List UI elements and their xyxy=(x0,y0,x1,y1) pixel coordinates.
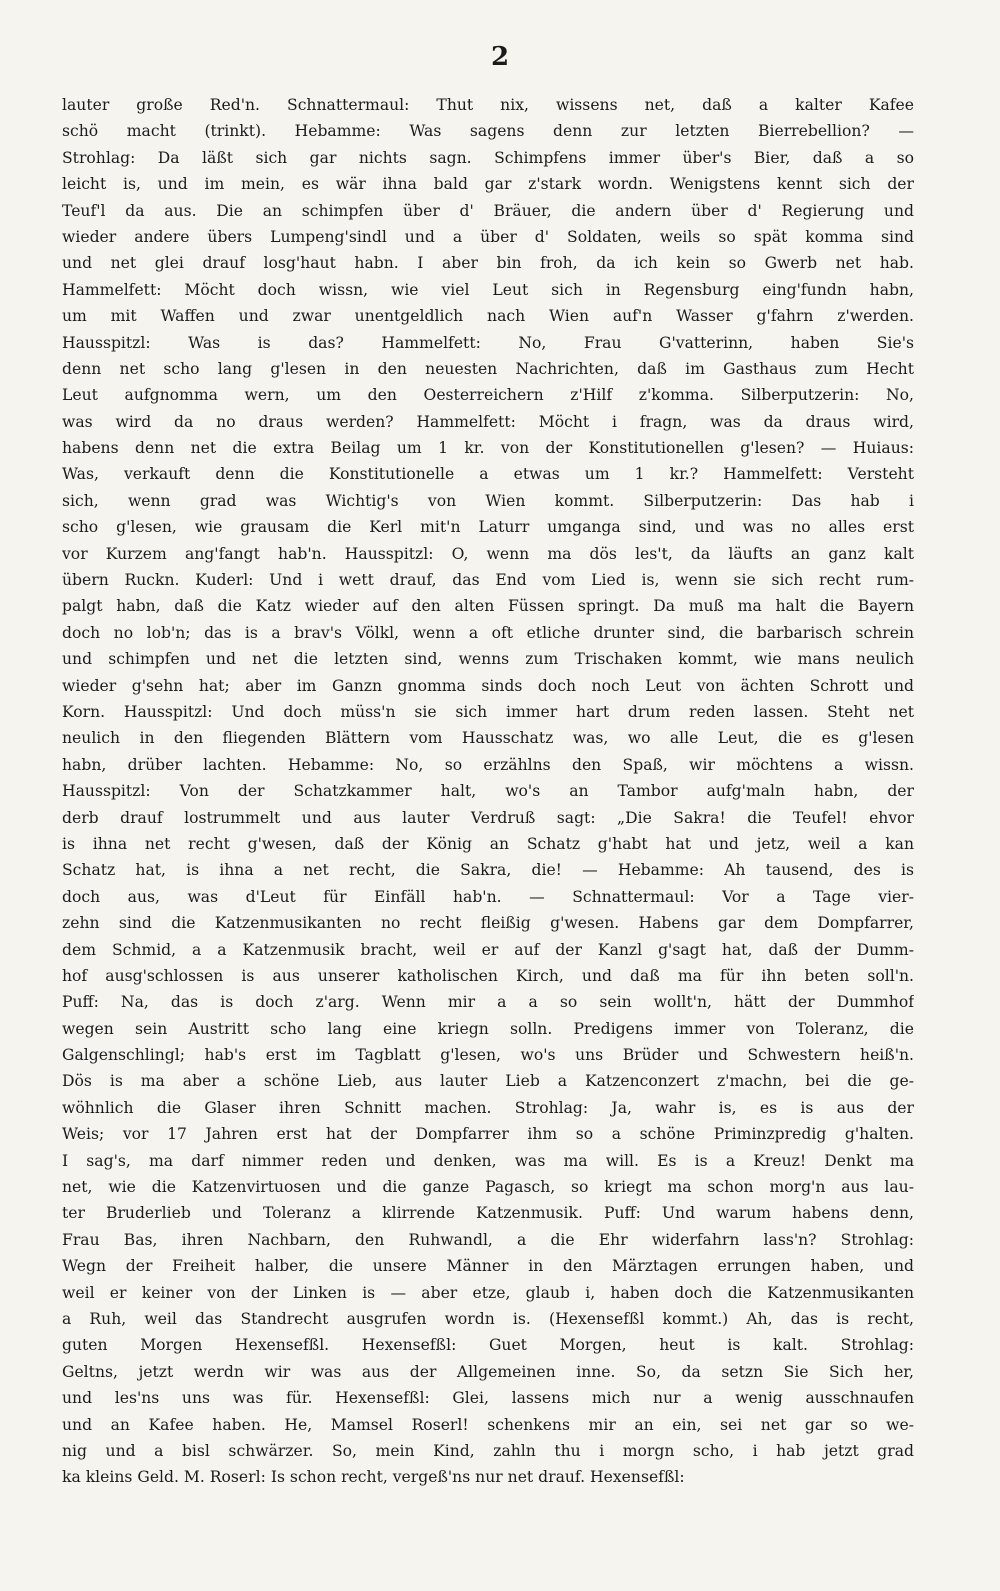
text-line: Geltns, jetzt werdn wir was aus der Allgemeinen inne. So, da setzn Sie Sich her, xyxy=(62,1362,914,1381)
text-line: wöhnlich die Glaser ihren Schnitt machen. Strohlag: Ja, wahr is, es is aus der xyxy=(62,1098,914,1117)
text-line: Wegn der Freiheit halber, die unsere Männer in den Märztagen errungen haben, und xyxy=(62,1257,914,1276)
text-line: Galgenschlingl; hab's erst im Tagblatt g'lesen, wo's uns Brüder und Schwestern heiß'n. xyxy=(62,1046,914,1065)
text-line: Schatz hat, is ihna a net recht, die Sakra, die! — Hebamme: Ah tausend, des is xyxy=(62,861,914,880)
text-line: Hammelfett: Möcht doch wissn, wie viel Leut sich in Regensburg eing'fundn habn, xyxy=(62,280,914,299)
text-line: doch no lob'n; das is a brav's Völkl, wenn a oft etliche drunter sind, die barbarisch schrein xyxy=(62,623,914,642)
text-line: denn net scho lang g'lesen in den neuesten Nachrichten, daß im Gasthaus zum Hecht xyxy=(62,359,914,378)
text-line: is ihna net recht g'wesen, daß der König an Schatz g'habt hat und jetz, weil a kan xyxy=(62,834,914,853)
text-line: a Ruh, weil das Standrecht ausgrufen wordn is. (Hexensefßl kommt.) Ah, das is recht, xyxy=(62,1309,914,1328)
text-line: doch aus, was d'Leut für Einfäll hab'n. — Schnattermaul: Vor a Tage vier- xyxy=(62,887,914,906)
text-line: scho g'lesen, wie grausam die Kerl mit'n Laturr umganga sind, und was no alles erst xyxy=(62,518,914,537)
text-line: weil er keiner von der Linken is — aber etze, glaub i, haben doch die Katzenmusikanten xyxy=(62,1283,914,1302)
page-number: 2 xyxy=(490,42,510,72)
text-line: hof ausg'schlossen is aus unserer katholischen Kirch, und daß ma für ihn beten soll'n. xyxy=(62,966,914,985)
text-line: Hausspitzl: Von der Schatzkammer halt, wo's an Tambor aufg'maln habn, der xyxy=(62,782,914,801)
text-line: vor Kurzem ang'fangt hab'n. Hausspitzl: O, wenn ma dös les't, da läufts an ganz kalt xyxy=(62,544,914,563)
text-line: Korn. Hausspitzl: Und doch müss'n sie sich immer hart drum reden lassen. Steht net xyxy=(62,702,914,721)
text-line: ka kleins Geld. M. Roserl: Is schon recht, vergeß'ns nur net drauf. Hexensefßl: xyxy=(62,1468,685,1487)
text-line: lauter große Red'n. Schnattermaul: Thut nix, wissens net, daß a kalter Kafee xyxy=(62,96,914,114)
text-line: Weis; vor 17 Jahren erst hat der Dompfarrer ihm so a schöne Priminzpredig g'halten. xyxy=(62,1125,914,1144)
text-line: Teuf'l da aus. Die an schimpfen über d' Bräuer, die andern über d' Regierung und xyxy=(62,201,914,220)
text-line: guten Morgen Hexensefßl. Hexensefßl: Guet Morgen, heut is kalt. Strohlag: xyxy=(62,1336,914,1355)
text-line: schö macht (trinkt). Hebamme: Was sagens denn zur letzten Bierrebellion? — xyxy=(62,122,914,141)
text-line: nig und a bisl schwärzer. So, mein Kind, zahln thu i morgn scho, i hab jetzt grad xyxy=(62,1441,914,1460)
text-line: wegen sein Austritt scho lang eine kriegn solln. Predigens immer von Toleranz, die xyxy=(62,1019,914,1038)
text-line: Strohlag: Da läßt sich gar nichts sagn. Schimpfens immer über's Bier, daß a so xyxy=(62,148,914,167)
text-line: Frau Bas, ihren Nachbarn, den Ruhwandl, a die Ehr widerfahrn lass'n? Strohlag: xyxy=(62,1230,914,1249)
text-line: und net glei drauf losg'haut habn. I aber bin froh, da ich kein so Gwerb net hab. xyxy=(62,254,914,273)
text-line: palgt habn, daß die Katz wieder auf den alten Füssen springt. Da muß ma halt die Bayern xyxy=(62,597,914,616)
text-line: übern Ruckn. Kuderl: Und i wett drauf, das End vom Lied is, wenn sie sich recht rum- xyxy=(62,571,914,590)
text-line: sich, wenn grad was Wichtig's von Wien kommt. Silberputzerin: Das hab i xyxy=(62,491,914,510)
text-line: derb drauf lostrummelt und aus lauter Verdruß sagt: „Die Sakra! die Teufel! ehvor xyxy=(62,808,914,827)
text-line: habens denn net die extra Beilag um 1 kr. von der Konstitutionellen g'lesen? — Huiaus: xyxy=(62,439,914,458)
text-line: net, wie die Katzenvirtuosen und die ganze Pagasch, so kriegt ma schon morg'n aus lau- xyxy=(62,1178,914,1197)
text-line: und an Kafee haben. He, Mamsel Roserl! schenkens mir an ein, sei net gar so we- xyxy=(62,1415,914,1434)
text-line: Hausspitzl: Was is das? Hammelfett: No, Frau G'vatterinn, haben Sie's xyxy=(62,333,914,352)
text-line: wieder andere übers Lumpeng'sindl und a über d' Soldaten, weils so spät komma sind xyxy=(62,227,914,246)
text-line: was wird da no draus werden? Hammelfett: Möcht i fragn, was da draus wird, xyxy=(62,412,914,431)
text-line: zehn sind die Katzenmusikanten no recht fleißig g'wesen. Habens gar dem Dompfarrer, xyxy=(62,914,914,933)
text-line: ter Bruderlieb und Toleranz a klirrende Katzenmusik. Puff: Und warum habens denn, xyxy=(62,1204,914,1223)
text-line: um mit Waffen und zwar unentgeldlich nach Wien auf'n Wasser g'fahrn z'werden. xyxy=(62,307,914,326)
text-line: wieder g'sehn hat; aber im Ganzn gnomma sinds doch noch Leut von ächten Schrott und xyxy=(62,676,914,695)
text-line: Leut aufgnomma wern, um den Oesterreichern z'Hilf z'komma. Silberputzerin: No, xyxy=(62,386,914,405)
text-line: Puff: Na, das is doch z'arg. Wenn mir a a so sein wollt'n, hätt der Dummhof xyxy=(62,993,914,1012)
text-line: und les'ns uns was für. Hexensefßl: Glei, lassens mich nur a wenig ausschnaufen xyxy=(62,1389,914,1408)
text-line: leicht is, und im mein, es wär ihna bald gar z'stark wordn. Wenigstens kennt sich der xyxy=(62,175,914,194)
text-line: dem Schmid, a a Katzenmusik bracht, weil er auf der Kanzl g'sagt hat, daß der Dumm- xyxy=(62,940,914,959)
text-line: Was, verkauft denn die Konstitutionelle a etwas um 1 kr.? Hammelfett: Versteht xyxy=(62,465,914,484)
text-line: habn, drüber lachten. Hebamme: No, so erzählns den Spaß, wir möchtens a wissn. xyxy=(62,755,914,774)
text-line: Dös is ma aber a schöne Lieb, aus lauter Lieb a Katzenconzert z'machn, bei die ge- xyxy=(62,1072,914,1091)
text-line: I sag's, ma darf nimmer reden und denken, was ma will. Es is a Kreuz! Denkt ma xyxy=(62,1151,914,1170)
text-line: und schimpfen und net die letzten sind, wenns zum Trischaken kommt, wie mans neulich xyxy=(62,650,914,669)
body-text xyxy=(62,92,914,1491)
text-line: neulich in den fliegenden Blättern vom Hausschatz was, wo alle Leut, die es g'lesen xyxy=(62,729,914,748)
